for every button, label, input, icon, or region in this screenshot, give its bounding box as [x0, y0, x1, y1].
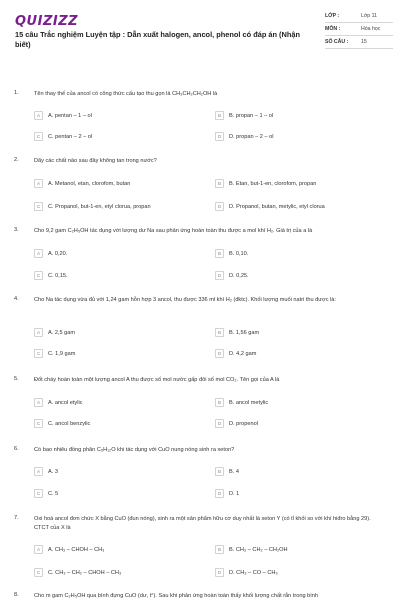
worksheet-meta [325, 13, 393, 52]
option-text: A. Metanol, etan, clorofom, butan [48, 180, 131, 187]
option-b[interactable] [215, 248, 248, 259]
option-letter-box: C [34, 349, 43, 358]
option-a[interactable] [34, 178, 130, 189]
option-d[interactable] [215, 567, 278, 578]
option-text: B. CH₃ – CH₂ – CH₂OH [229, 546, 288, 553]
option-letter-box: C [34, 202, 43, 211]
option-letter-box: D [215, 271, 224, 280]
option-a[interactable] [34, 466, 58, 477]
option-letter-box: A [34, 545, 43, 554]
option-letter-box: B [215, 249, 224, 258]
option-text: C. ancol benzylic [48, 420, 91, 427]
option-text: C. 0,15. [48, 272, 68, 279]
option-c[interactable] [34, 270, 68, 281]
option-letter-box: D [215, 489, 224, 498]
question-number: 7. [14, 515, 19, 521]
meta-key: MÔN : [325, 26, 341, 32]
option-letter-box: B [215, 545, 224, 554]
option-letter-box: A [34, 398, 43, 407]
option-text: A. CH₃ – CHOH – CH₃ [48, 546, 105, 553]
option-c[interactable] [34, 131, 92, 142]
option-a[interactable] [34, 248, 67, 259]
option-text: D. propan – 2 – ol [229, 133, 274, 140]
option-text: B. ancol metylic [229, 399, 269, 406]
option-text: D. 1 [229, 490, 240, 497]
option-letter-box: B [215, 179, 224, 188]
option-d[interactable] [215, 131, 273, 142]
option-text: B. Etan, but-1-en, clorofom, propan [229, 180, 317, 187]
meta-row-class [325, 13, 393, 20]
question-number: 1. [14, 90, 19, 96]
option-b[interactable] [215, 178, 316, 189]
option-d[interactable] [215, 201, 325, 212]
option-text: D. 4,2 gam [229, 350, 257, 357]
option-text: B. 1,56 gam [229, 329, 260, 336]
option-text: A. 3 [48, 468, 58, 475]
option-a[interactable] [34, 397, 83, 408]
meta-key: SỐ CÂU : [325, 39, 349, 45]
option-text: A. 0,20. [48, 250, 68, 257]
option-letter-box: A [34, 328, 43, 337]
question-text: Cho m gam C₂H₅OH qua bình đựng CuO (dư, t°). Sau khi phản ứng hoàn toàn thấy khối lượng chất rắn trong bình [34, 593, 319, 599]
option-letter-box: A [34, 249, 43, 258]
option-text: A. ancol etylic [48, 399, 83, 406]
divider [325, 22, 393, 23]
option-b[interactable] [215, 110, 273, 121]
option-text: C. CH₃ – CH₂ – CHOH – CH₃ [48, 569, 122, 576]
divider [325, 48, 393, 49]
option-text: C. 5 [48, 490, 59, 497]
option-text: D. 0,25. [229, 272, 249, 279]
option-letter-box: D [215, 568, 224, 577]
question-number: 3. [14, 227, 19, 233]
option-letter-box: A [34, 111, 43, 120]
option-letter-box: C [34, 568, 43, 577]
option-text: C. 1,9 gam [48, 350, 76, 357]
option-letter-box: D [215, 419, 224, 428]
option-a[interactable] [34, 110, 92, 121]
option-letter-box: D [215, 349, 224, 358]
meta-row-count [325, 39, 393, 46]
option-a[interactable] [34, 544, 104, 555]
option-letter-box: B [215, 111, 224, 120]
option-text: A. 2,5 gam [48, 329, 76, 336]
option-letter-box: C [34, 271, 43, 280]
worksheet-title: 15 câu Trắc nghiệm Luyện tập : Dẫn xuất halogen, ancol, phenol có đáp án (Nhận biết) [15, 30, 300, 49]
option-letter-box: D [215, 132, 224, 141]
divider [325, 35, 393, 36]
option-text: D. propenol [229, 420, 258, 427]
question-number: 2. [14, 157, 19, 163]
question-text: Có bao nhiêu đồng phân C₅H₁₂O khi tác dụng với CuO nung nóng sinh ra xeton? [34, 447, 235, 453]
option-b[interactable] [215, 544, 288, 555]
option-d[interactable] [215, 270, 249, 281]
option-b[interactable] [215, 397, 268, 408]
option-letter-box: B [215, 328, 224, 337]
question-text: Dãy các chất nào sau đây không tan trong nước? [34, 158, 157, 164]
option-b[interactable] [215, 327, 259, 338]
option-text: B. 0,10. [229, 250, 249, 257]
meta-key: LỚP : [325, 13, 340, 19]
option-letter-box: A [34, 179, 43, 188]
quizizz-logo: QUIZIZZ [15, 14, 79, 29]
meta-value: 15 [361, 39, 367, 45]
option-d[interactable] [215, 348, 256, 359]
option-b[interactable] [215, 466, 239, 477]
option-letter-box: C [34, 419, 43, 428]
option-letter-box: B [215, 467, 224, 476]
option-letter-box: C [34, 132, 43, 141]
option-letter-box: B [215, 398, 224, 407]
meta-value: Hóa học [361, 26, 381, 32]
option-c[interactable] [34, 488, 58, 499]
option-c[interactable] [34, 418, 90, 429]
option-text: B. 4 [229, 468, 239, 475]
meta-row-subject [325, 26, 393, 33]
option-text: C. Propanol, but-1-en, etyl clorua, propan [48, 203, 151, 210]
question-text: Tên thay thế của ancol có công thức cấu tạo thu gọn là CH₃CH₂CH₂OH là [34, 91, 218, 97]
option-text: B. propan – 1 – ol [229, 112, 274, 119]
option-letter-box: D [215, 202, 224, 211]
option-text: C. pentan – 2 – ol [48, 133, 93, 140]
option-text: A. pentan – 1 – ol [48, 112, 92, 119]
question-number: 5. [14, 376, 19, 382]
question-text: Oxi hoá ancol đơn chức X bằng CuO (đun nóng), sinh ra một sản phẩm hữu cơ duy nhất là xeton Y (có tỉ khối so với khí hiđro bằng 29). CTCT của X là [34, 516, 371, 531]
option-c[interactable] [34, 201, 151, 212]
option-text: D. Propanol, butan, metylic, etyl clorua [229, 203, 325, 210]
question-number: 6. [14, 446, 19, 452]
option-a[interactable] [34, 327, 75, 338]
question-text: Cho Na tác dụng vừa đủ với 1,24 gam hỗn hợp 3 ancol, thu được 336 ml khí H₂ (đktc). Khối lượng muối natri thu được là: [34, 297, 336, 303]
meta-value: Lớp 11 [361, 13, 377, 19]
question-number: 4. [14, 296, 19, 302]
option-c[interactable] [34, 348, 75, 359]
option-d[interactable] [215, 488, 239, 499]
option-c[interactable] [34, 567, 121, 578]
option-text: D. CH₃ – CO – CH₃ [229, 569, 278, 576]
question-text: Cho 9,2 gam C₂H₅OH tác dụng với lượng dư Na sau phản ứng hoàn toàn thu được a mol khí H₂. Giá trị của a là [34, 228, 313, 234]
option-letter-box: A [34, 467, 43, 476]
question-text: Đốt cháy hoàn toàn một lượng ancol A thu được số mol nước gấp đôi số mol CO₂. Tên gọi của A là [34, 377, 280, 383]
option-letter-box: C [34, 489, 43, 498]
worksheet-header [0, 0, 400, 78]
option-d[interactable] [215, 418, 258, 429]
question-number: 8. [14, 592, 19, 598]
